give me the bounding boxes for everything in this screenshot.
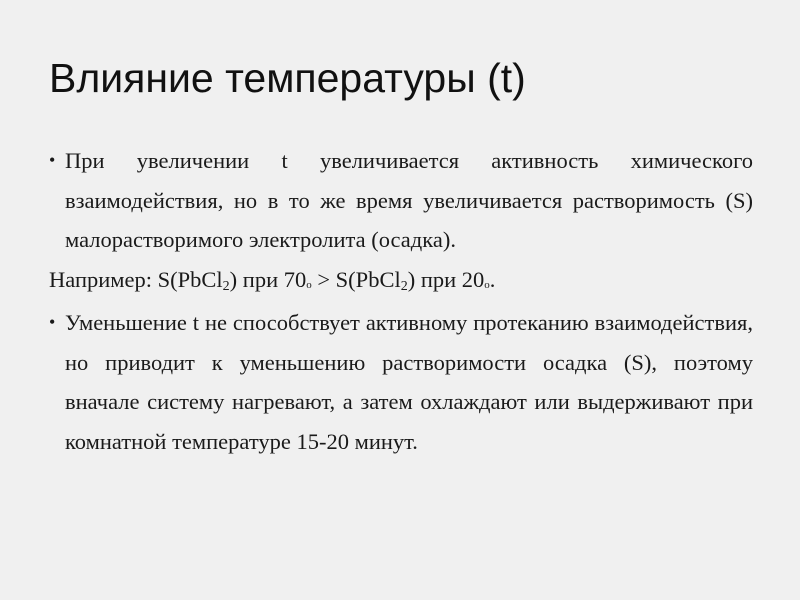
bullet-item-increase (49, 141, 753, 260)
example-mid-1: ) при 70 (229, 266, 307, 292)
example-degree-1: о (306, 278, 312, 291)
example-degree-2: о (484, 278, 490, 291)
example-subscript-1: 2 (222, 278, 230, 294)
example-prefix: Например: S(PbCl (49, 266, 223, 292)
bullet-dot-icon: • (49, 312, 56, 332)
example-line (49, 260, 753, 300)
example-subscript-2: 2 (400, 278, 408, 294)
bullet-text-decrease: Уменьшение t не способствует активному протеканию взаимодействия, но приводит к уменьшению растворимости осадка (S), поэтому вначале систему нагревают, а затем охлаждают или выдерживают при комнатной температуре 15-20 минут. (65, 310, 753, 454)
example-mid-3: ) при 20 (407, 266, 485, 292)
slide-body (49, 141, 753, 461)
bullet-dot-icon: • (49, 150, 56, 170)
slide-title: Влияние температуры (t) (49, 55, 526, 101)
bullet-item-decrease (49, 303, 753, 461)
example-mid-2: > S(PbCl (311, 266, 401, 292)
example-suffix: . (489, 266, 496, 292)
bullet-text-increase: При увеличении t увеличивается активность химического взаимодействия, но в то же время увеличивается растворимость (S) малорастворимого электролита (осадка). (65, 148, 753, 252)
